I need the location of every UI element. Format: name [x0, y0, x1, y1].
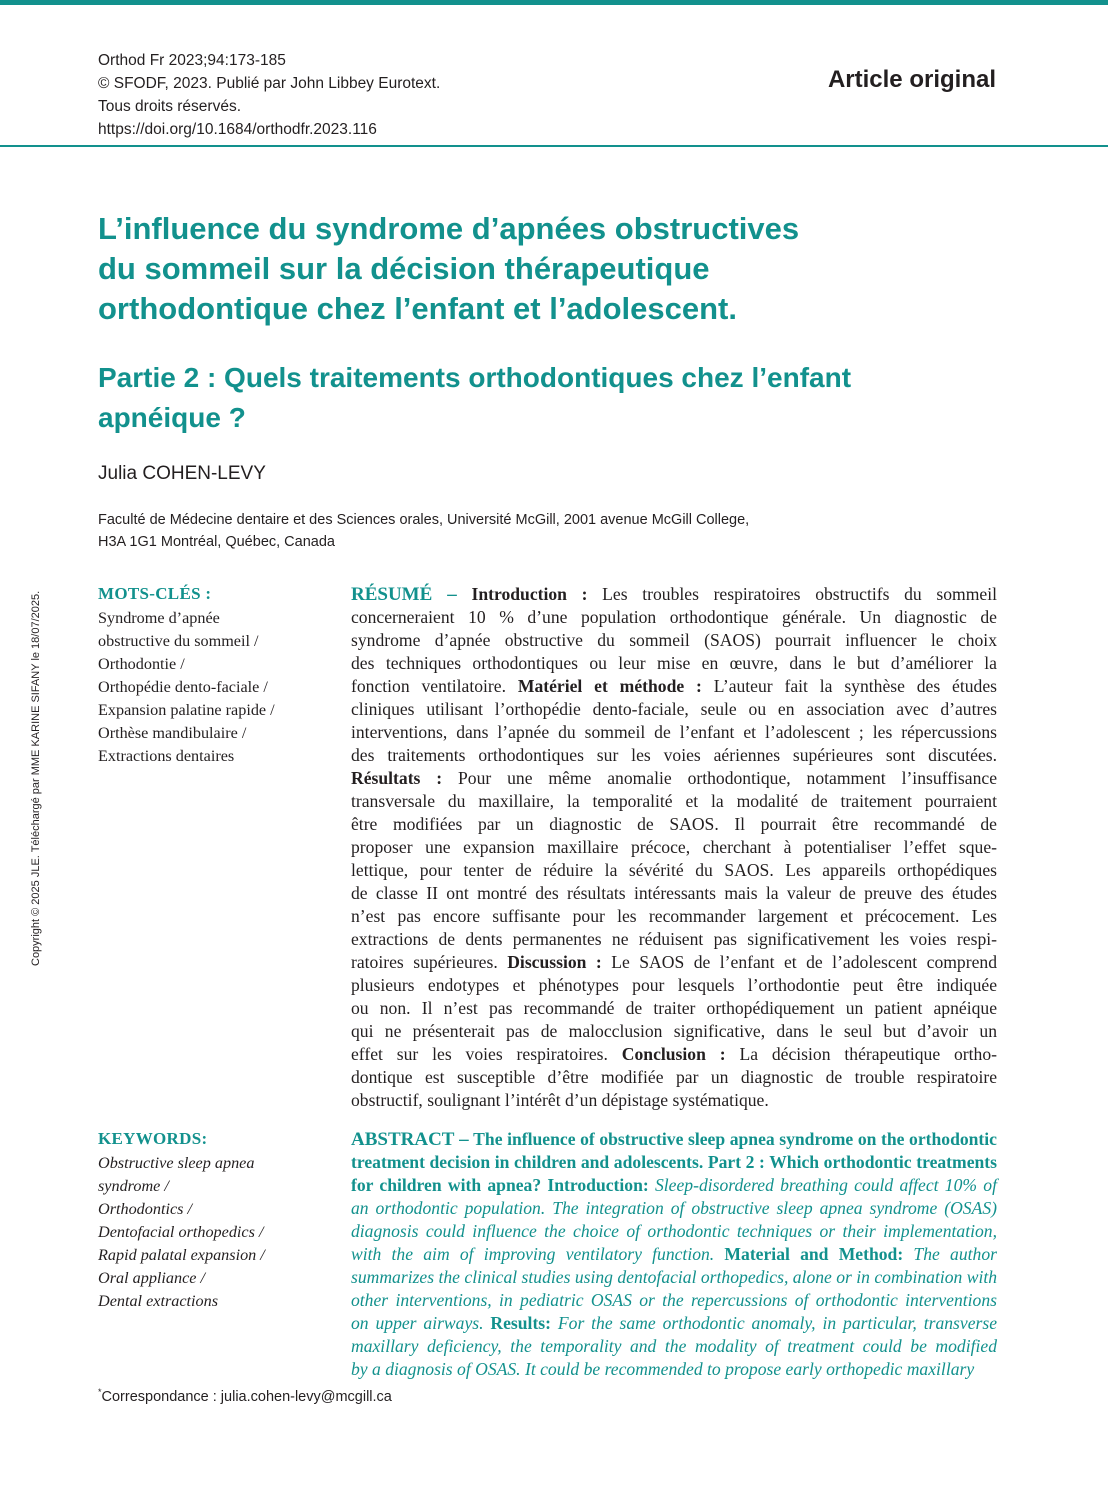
- bold-run: Introduction :: [471, 584, 588, 604]
- resume-line: [351, 859, 997, 882]
- text-run: The author: [903, 1244, 997, 1264]
- abstract-line: [351, 1312, 997, 1335]
- text-run: effet sur les voies respiratoires.: [351, 1044, 622, 1064]
- bold-run: treatment decision in children and adolescents. Part 2 : Which orthodontic treatments: [351, 1152, 997, 1172]
- resume-block: [351, 583, 997, 1112]
- bold-run: Conclusion :: [621, 1044, 726, 1064]
- article-title: [98, 209, 978, 329]
- keyword-item: Obstructive sleep apnea: [98, 1154, 255, 1172]
- text-run: Sleep-disordered breathing could affect 10% of: [648, 1175, 997, 1195]
- resume-line: [351, 675, 997, 698]
- text-run: des techniques orthodontiques ou leur mise en œuvre, dans le but d’améliorer la: [351, 653, 997, 673]
- title-line: orthodontique chez l’enfant et l’adolescent.: [98, 291, 737, 326]
- text-run: L’auteur fait la synthèse des études: [701, 676, 997, 696]
- mots-cles-item: Syndrome d’apnée: [98, 609, 220, 627]
- text-run: n’est pas encore suffisante pour les recommander largement et précocement. Les: [351, 906, 997, 926]
- title-line: L’influence du syndrome d’apnées obstructives: [98, 211, 800, 246]
- subtitle-line: apnéique ?: [98, 402, 246, 433]
- article-type: Article original: [827, 66, 996, 93]
- bold-run: Résultats :: [351, 768, 443, 788]
- text-run: maxillary deficiency, the temporality and the modality of treatment could be modified: [351, 1336, 997, 1356]
- mots-cles-item: obstructive du sommeil /: [98, 632, 259, 650]
- keyword-item: Dental extractions: [98, 1292, 219, 1310]
- text-run: other interventions, in pediatric OSAS or the repercussions of orthodontic interventions: [351, 1290, 997, 1310]
- resume-line: [351, 1020, 997, 1043]
- keyword-item: Dentofacial orthopedics /: [98, 1223, 264, 1241]
- keyword-item: Oral appliance /: [98, 1269, 206, 1287]
- mots-cles-heading: MOTS-CLÉS :: [98, 584, 212, 603]
- header-divider: [0, 145, 1108, 147]
- mots-cles-item: Orthèse mandibulaire /: [98, 724, 247, 742]
- bold-run: for children with apnea?: [351, 1175, 542, 1195]
- resume-line: [351, 928, 997, 951]
- abstract-line: [351, 1128, 997, 1151]
- mots-cles-block: [98, 583, 328, 768]
- resume-line: [351, 1089, 997, 1112]
- resume-line: [351, 836, 997, 859]
- abstract-line: [351, 1174, 997, 1197]
- abstract-line: [351, 1335, 997, 1358]
- resume-line: [351, 767, 997, 790]
- affiliation-line: H3A 1G1 Montréal, Québec, Canada: [98, 534, 335, 550]
- mots-cles-item: Orthodontie /: [98, 655, 185, 673]
- text-run: proposer une expansion maxillaire précoce, cherchant à potentialiser l’effet sque-: [351, 837, 997, 857]
- resume-line: [351, 629, 997, 652]
- resume-line: [351, 790, 997, 813]
- keywords-list: [98, 1152, 328, 1313]
- text-run: dontique est susceptible d’être modifiée par un diagnostic de trouble respiratoire: [351, 1067, 997, 1087]
- mots-cles-item: Extractions dentaires: [98, 747, 235, 765]
- mots-cles-item: Orthopédie dento-faciale /: [98, 678, 268, 696]
- text-run: transversale du maxillaire, la temporalité et la modalité de traitement pourraient: [351, 791, 997, 811]
- mots-cles-list: [98, 607, 328, 768]
- affiliation: [98, 509, 858, 553]
- abstract-line: [351, 1243, 997, 1266]
- text-run: Le SAOS de l’enfant et de l’adolescent comprend: [601, 952, 997, 972]
- text-run: ratoires supérieures.: [351, 952, 508, 972]
- abstract-line: [351, 1266, 997, 1289]
- text-run: concerneraient 10 % d’une population orthodontique générale. Un diagnostic de: [351, 607, 997, 627]
- footnote-marker: *: [98, 1387, 102, 1397]
- resume-line: [351, 744, 997, 767]
- resume-line: [351, 698, 997, 721]
- resume-line: [351, 1043, 997, 1066]
- resume-line: [351, 974, 997, 997]
- resume-line: [351, 882, 997, 905]
- text-run: on upper airways.: [351, 1313, 491, 1333]
- text-run: an orthodontic population. The integration of obstructive sleep apnea syndrome (OSAS): [351, 1198, 997, 1218]
- bold-run: The influence of obstructive sleep apnea syndrome on the orthodontic: [473, 1129, 997, 1149]
- abstract-text: [351, 1128, 997, 1381]
- keyword-item: syndrome /: [98, 1177, 169, 1195]
- text-run: qui ne présenterait pas de malocclusion significative, dans le seul but d’avoir un: [351, 1021, 997, 1041]
- article-subtitle: [98, 358, 978, 438]
- journal-copyright: © SFODF, 2023. Publié par John Libbey Eurotext.: [98, 75, 441, 92]
- abstract-line: [351, 1151, 997, 1174]
- keywords-heading: KEYWORDS:: [98, 1129, 208, 1148]
- text-run: lettique, pour tenter de réduire la sévérité du SAOS. Les appareils orthopédiques: [351, 860, 997, 880]
- abstract-line: [351, 1358, 997, 1381]
- mots-cles-item: Expansion palatine rapide /: [98, 701, 275, 719]
- bold-run: Introduction:: [541, 1175, 649, 1195]
- bold-run: Results:: [490, 1313, 552, 1333]
- resume-line: [351, 583, 997, 606]
- author-name: Julia COHEN-LEVY: [98, 463, 266, 484]
- resume-line: [351, 997, 997, 1020]
- text-run: ou non. Il n’est pas recommandé de traiter orthopédiquement un patient apnéique: [351, 998, 997, 1018]
- text-run: de classe II ont montré des résultats intéressants mais la valeur de preuve des études: [351, 883, 997, 903]
- abstract-line: [351, 1220, 997, 1243]
- text-run: diagnosis could influence the choice of orthodontic techniques or their implementation,: [351, 1221, 997, 1241]
- text-run: obstructif, soulignant l’intérêt d’un dépistage systématique.: [351, 1090, 769, 1110]
- resume-line: [351, 1066, 997, 1089]
- side-copyright-notice: Copyright © 2025 JLE. Téléchargé par MME KARINE SIFANY le 18/07/2025.: [30, 590, 42, 966]
- text-run: La décision thérapeutique ortho-: [725, 1044, 997, 1064]
- bold-run: Matériel et méthode :: [517, 676, 702, 696]
- subtitle-line: Partie 2 : Quels traitements orthodontiques chez l’enfant: [98, 362, 852, 393]
- journal-info: [98, 49, 598, 141]
- resume-line: [351, 606, 997, 629]
- abstract-line: [351, 1289, 997, 1312]
- keyword-item: Orthodontics /: [98, 1200, 192, 1218]
- text-run: syndrome d’apnée obstructive du sommeil (SAOS) pourrait influencer le choix: [351, 630, 997, 650]
- abstract-heading: ABSTRACT –: [351, 1129, 469, 1150]
- top-accent-rule: [0, 0, 1108, 5]
- keyword-item: Rapid palatal expansion /: [98, 1246, 265, 1264]
- affiliation-line: Faculté de Médecine dentaire et des Sciences orales, Université McGill, 2001 avenue McGill College,: [98, 512, 750, 528]
- bold-run: Discussion :: [507, 952, 602, 972]
- text-run: Les troubles respiratoires obstructifs du sommeil: [587, 584, 997, 604]
- text-run: fonction ventilatoire.: [351, 676, 518, 696]
- keywords-block: [98, 1128, 328, 1313]
- text-run: by a diagnosis of OSAS. It could be recommended to propose early orthopedic maxillary: [351, 1359, 975, 1379]
- text-run: Pour une même anomalie orthodontique, notamment l’insuffisance: [442, 768, 997, 788]
- journal-rights: Tous droits réservés.: [98, 98, 241, 115]
- text-run: des traitements orthodontiques sur les voies aériennes supérieures sont discutées.: [351, 745, 997, 765]
- abstract-block: [351, 1128, 997, 1381]
- text-run: with the aim of improving ventilatory function.: [351, 1244, 725, 1264]
- text-run: cliniques utilisant l’orthopédie dento-faciale, seule ou en association avec d’autres: [351, 699, 997, 719]
- resume-line: [351, 813, 997, 836]
- text-run: For the same orthodontic anomaly, in particular, transverse: [551, 1313, 997, 1333]
- text-run: interventions, dans l’apnée du sommeil de l’enfant et l’adolescent ; les répercussions: [351, 722, 997, 742]
- text-run: extractions de dents permanentes ne réduisent pas significativement les voies respi-: [351, 929, 997, 949]
- resume-line: [351, 652, 997, 675]
- resume-line: [351, 721, 997, 744]
- text-run: être modifiées par un diagnostic de SAOS. Il pourrait être recommandé de: [351, 814, 997, 834]
- resume-heading: RÉSUMÉ –: [351, 584, 457, 605]
- resume-line: [351, 905, 997, 928]
- text-run: summarizes the clinical studies using dentofacial orthopedics, alone or in combination with: [351, 1267, 998, 1287]
- correspondence-email: Correspondance : julia.cohen-levy@mcgill.ca: [101, 1388, 392, 1405]
- correspondence-footnote: [98, 1387, 598, 1405]
- resume-text: [351, 583, 997, 1112]
- journal-citation: Orthod Fr 2023;94:173-185: [98, 52, 286, 69]
- doi-link[interactable]: https://doi.org/10.1684/orthodfr.2023.116: [98, 121, 377, 138]
- bold-run: Material and Method:: [724, 1244, 904, 1264]
- title-line: du sommeil sur la décision thérapeutique: [98, 251, 710, 286]
- resume-line: [351, 951, 997, 974]
- abstract-line: [351, 1197, 997, 1220]
- text-run: plusieurs endotypes et phénotypes pour lesquels l’orthodontie peut être indiquée: [351, 975, 997, 995]
